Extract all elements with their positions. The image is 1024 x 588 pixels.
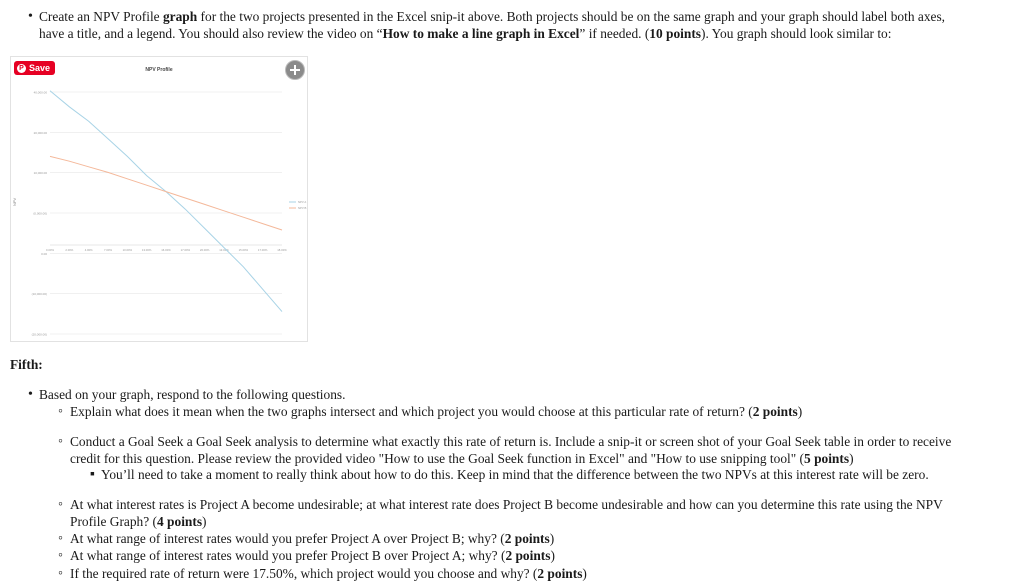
y-tick-label: 10,000.00	[33, 171, 47, 176]
question-1: Explain what does it mean when the two graphs intersect and which project you would choose at this particular rate of return? (2 points)	[70, 404, 803, 419]
bullet-dot: •	[28, 9, 33, 24]
legend-label: NPV A	[298, 200, 307, 204]
x-tick-label: 0.00%	[46, 248, 54, 252]
bullet-dot: •	[28, 387, 33, 402]
legend-label: NPV B	[298, 206, 307, 210]
y-tick-label: (10,000.00)	[31, 292, 47, 297]
bullet-circle: ◦	[58, 404, 63, 419]
y-tick-label: (0,000.00)	[33, 211, 47, 216]
bullet-circle: ◦	[58, 531, 63, 546]
y-tick-label: 40,000.00	[33, 90, 47, 95]
x-tick-label: 15.00%	[238, 248, 249, 252]
chart-title: NPV Profile	[145, 67, 173, 73]
x-tick-label: 2.00%	[65, 248, 74, 252]
x-tick-label: 17.00%	[257, 248, 268, 252]
question-3-line-1: At what interest rates is Project A become undesirable; at what interest rate does Project B become undesirable and how can you determine this rate using the NPV	[70, 497, 943, 512]
x-tick-label: 20.00%	[199, 248, 210, 252]
intro-line-1: Create an NPV Profile graph for the two projects presented in the Excel snip-it above. Both projects should be on the same graph and your graph should label both axes,	[39, 9, 946, 24]
x-tick-label: 10.00%	[122, 248, 133, 252]
question-6: If the required rate of return were 17.50%, which project would you choose and why? (2 points)	[70, 566, 587, 581]
save-label: Save	[29, 63, 51, 73]
x-tick-label: 4.00%	[84, 248, 93, 252]
y-tick-label: 0.00	[41, 251, 47, 256]
x-tick-label: 16.00%	[161, 248, 171, 252]
fifth-intro: Based on your graph, respond to the following questions.	[39, 387, 346, 402]
x-tick-label: 13.00%	[219, 248, 229, 252]
x-tick-label: 18.00%	[277, 248, 287, 252]
question-2-line-2: credit for this question. Please review the provided video "How to use the Goal Seek function in Excel" and "How to use snipping tool" (5 points)	[70, 451, 854, 466]
pinterest-icon: P	[17, 64, 26, 73]
pinterest-save-button[interactable]	[14, 61, 55, 75]
question-4: At what range of interest rates would you prefer Project A over Project B; why? (2 points)	[70, 531, 555, 546]
question-2-sub: You’ll need to take a moment to really think about how to do this. Keep in mind that the difference between the two NPVs at this interest rate will be zero.	[101, 467, 929, 482]
question-2-line-1: Conduct a Goal Seek a Goal Seek analysis to determine what exactly this rate of return is. Include a snip-it or screen shot of your Goal Seek table in order to receive	[70, 434, 952, 449]
bullet-circle: ◦	[58, 497, 63, 512]
y-tick-label: 20,000.00	[33, 130, 47, 135]
bullet-circle: ◦	[58, 566, 63, 581]
bullet-circle: ◦	[58, 434, 63, 449]
bullet-square: ▪	[90, 467, 95, 482]
npv-profile-chart	[10, 56, 308, 342]
intro-line-2: have a title, and a legend. You should also review the video on “How to make a line graph in Excel” if needed. (10 points). You graph should look similar to:	[39, 26, 892, 41]
section-heading: Fifth:	[10, 357, 43, 372]
expand-icon[interactable]	[285, 60, 305, 80]
x-tick-label: 13.00%	[141, 248, 152, 252]
chart-border	[11, 57, 308, 342]
x-tick-label: 7.00%	[104, 248, 112, 252]
bullet-circle: ◦	[58, 548, 63, 563]
y-axis-label: NPV	[12, 197, 17, 206]
chart-canvas	[10, 56, 308, 342]
x-tick-label: 17.00%	[180, 248, 191, 252]
question-3-line-2: Profile Graph? (4 points)	[70, 514, 207, 529]
y-tick-label: (20,000.00)	[31, 332, 47, 337]
question-5: At what range of interest rates would you prefer Project B over Project A; why? (2 points)	[70, 548, 555, 563]
